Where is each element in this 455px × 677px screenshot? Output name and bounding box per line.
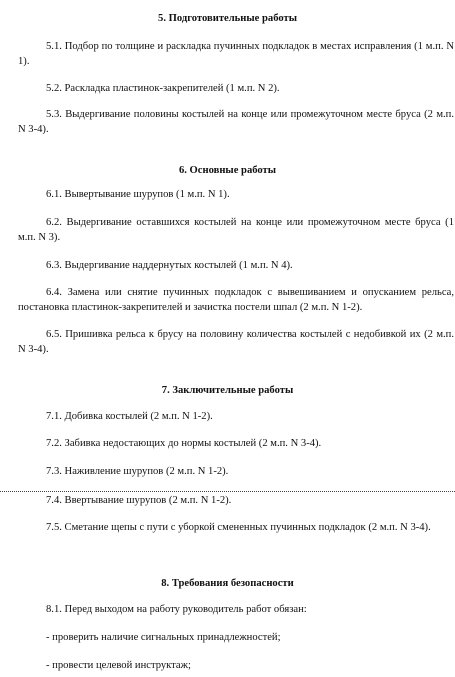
paragraph-6-5: 6.5. Пришивка рельса к брусу на половину количества костылей с недобивкой их (2 м.п. N 3-4). — [18, 329, 454, 355]
section-6-heading: 6. Основные работы — [178, 165, 277, 176]
paragraph-5-2: 5.2. Раскладка пластинок-закрепителей (1 м.п. N 2). — [46, 83, 280, 94]
paragraph-6-1: 6.1. Вывертывание шурупов (1 м.п. N 1). — [46, 189, 230, 200]
paragraph-6-3: 6.3. Выдергивание наддернутых костылей (1 м.п. N 4). — [46, 260, 293, 271]
paragraph-8-1: 8.1. Перед выходом на работу руководитель работ обязан: — [46, 604, 307, 615]
paragraph-5-3: 5.3. Выдергивание половины костылей на конце или промежуточном месте бруса (2 м.п. N 3-4). — [18, 109, 454, 135]
paragraph-6-4: 6.4. Замена или снятие пучинных подкладок с вывешиванием и опусканием рельса, постановка пластинок-закрепителей и зачистка постели шпал (2 м.п. N 1-2). — [18, 287, 454, 313]
paragraph-6-2: 6.2. Выдергивание оставшихся костылей на конце или промежуточном месте бруса (1 м.п. N 3). — [18, 217, 454, 243]
paragraph-7-3: 7.3. Наживление шурупов (2 м.п. N 1-2). — [46, 466, 229, 477]
paragraph-7-5: 7.5. Сметание щепы с пути с уборкой смененных пучинных подкладок (2 м.п. N 3-4). — [46, 522, 431, 533]
section-5-heading: 5. Подготовительные работы — [158, 13, 297, 24]
paragraph-7-1: 7.1. Добивка костылей (2 м.п. N 1-2). — [46, 411, 213, 422]
paragraph-5-1: 5.1. Подбор по толщине и раскладка пучинных подкладок в местах исправления (1 м.п. N 1). — [18, 41, 454, 67]
paragraph-7-2: 7.2. Забивка недостающих до нормы костылей (2 м.п. N 3-4). — [46, 438, 322, 449]
page-break-divider — [0, 491, 455, 492]
section-7-heading: 7. Заключительные работы — [161, 385, 294, 396]
paragraph-7-4: 7.4. Ввертывание шурупов (2 м.п. N 1-2). — [46, 495, 232, 506]
list-item-briefing: - провести целевой инструктаж; — [46, 660, 191, 671]
section-8-heading: 8. Требования безопасности — [161, 578, 294, 589]
list-item-check-signals: - проверить наличие сигнальных принадлежностей; — [46, 632, 281, 643]
